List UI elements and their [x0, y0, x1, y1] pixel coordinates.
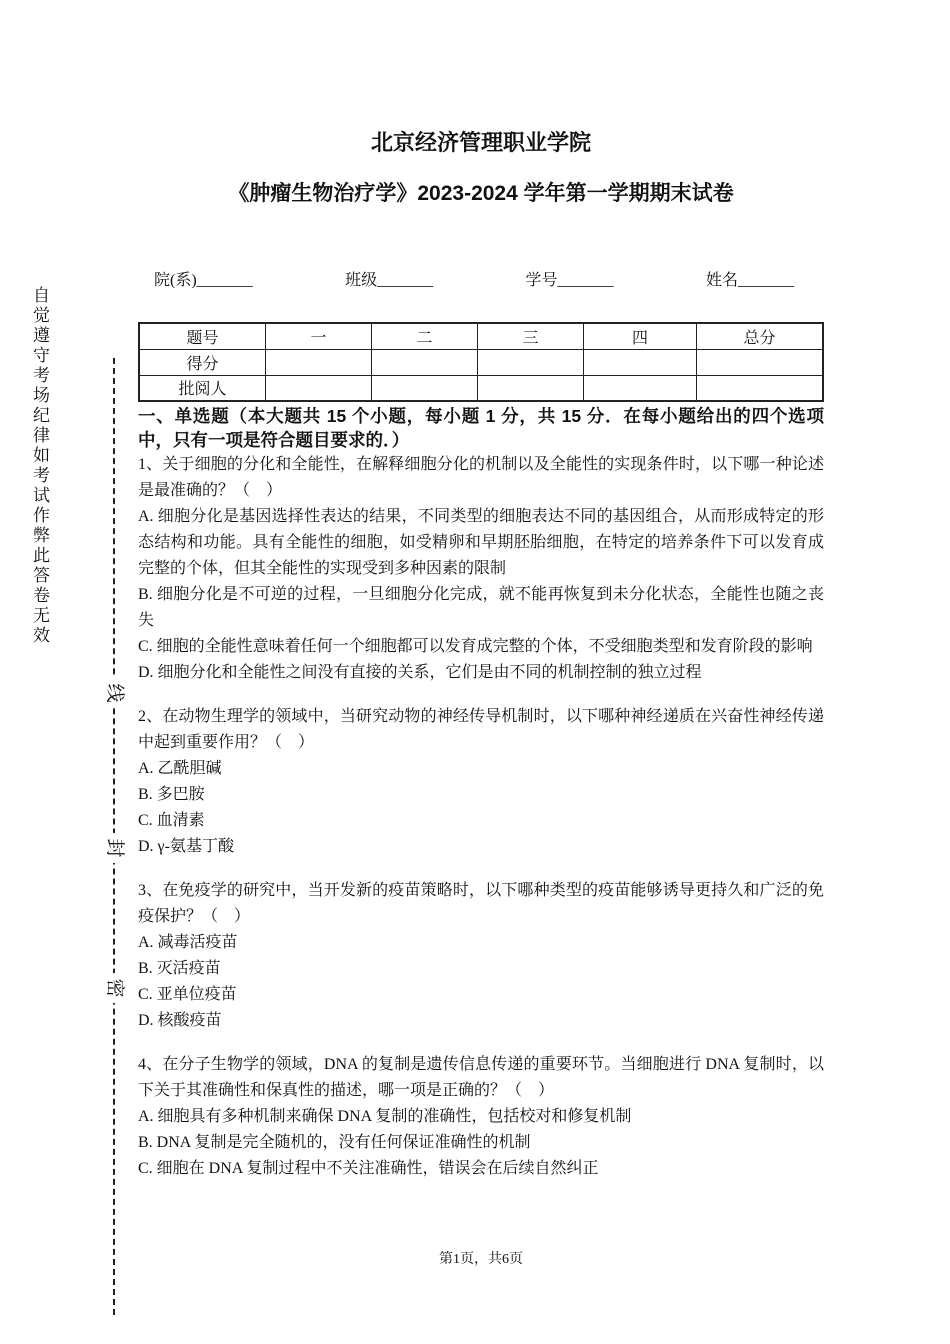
option-d: D. 细胞分化和全能性之间没有直接的关系，它们是由不同的机制控制的独立过程	[138, 664, 702, 681]
option-a: A. 减毒活疫苗	[138, 934, 238, 951]
exam-content	[138, 128, 824, 1182]
score-table-reviewer-row	[139, 375, 823, 401]
question-text: 4、在分子生物学的领域，DNA 的复制是遗传信息传递的重要环节。当细胞进行 DNA 复制时，以下关于其准确性和保真性的描述，哪一项是正确的？（ ）	[138, 1056, 824, 1099]
field-student-id	[526, 270, 614, 292]
score-table-cell	[478, 375, 584, 401]
section-heading: 一、单选题（本大题共 15 个小题，每小题 1 分，共 15 分．在每小题给出的四个选项中，只有一项是符合题目要求的．）	[138, 406, 824, 450]
score-table-cell	[696, 349, 823, 375]
option-a: A. 乙酰胆碱	[138, 760, 222, 777]
score-table-score-row	[139, 349, 823, 375]
score-table-cell	[584, 375, 697, 401]
question-2	[138, 704, 824, 860]
option-c: C. 亚单位疫苗	[138, 986, 237, 1003]
seal-char-feng: 封	[98, 833, 130, 863]
field-department-label: 院(系)	[154, 272, 197, 289]
seal-char-mi: 密	[98, 973, 130, 1003]
field-department	[154, 270, 253, 292]
question-4	[138, 1052, 824, 1182]
score-table-header-cell: 二	[372, 323, 478, 349]
score-table-cell	[584, 349, 697, 375]
student-info-row	[138, 270, 824, 292]
score-table-header-cell: 题号	[139, 323, 266, 349]
seal-char-xian: 线	[98, 678, 130, 708]
option-c: C. 细胞的全能性意味着任何一个细胞都可以发育成完整的个体，不受细胞类型和发育阶段的影响	[138, 638, 813, 655]
field-name-label: 姓名	[705, 272, 738, 289]
score-table	[138, 322, 824, 402]
option-b: B. 多巴胺	[138, 786, 205, 803]
field-name	[706, 270, 794, 292]
score-table-cell	[266, 349, 372, 375]
score-table-header-cell: 四	[584, 323, 697, 349]
option-d: D. 核酸疫苗	[138, 1012, 222, 1029]
question-1	[138, 452, 824, 686]
score-row-label: 得分	[139, 349, 266, 375]
score-table-cell	[266, 375, 372, 401]
option-a: A. 细胞分化是基因选择性表达的结果，不同类型的细胞表达不同的基因组合，从而形成特定的形态结构和功能。具有全能性的细胞，如受精卵和早期胚胎细胞，在特定的培养条件下可以发育成完整的个体，但其全能性的实现受到多种因素的限制	[138, 508, 824, 577]
score-table-header-cell: 一	[266, 323, 372, 349]
question-text: 1、关于细胞的分化和全能性，在解释细胞分化的机制以及全能性的实现条件时，以下哪一种论述是最准确的？（ ）	[138, 456, 824, 499]
field-class-blank: _______	[377, 272, 434, 289]
score-table-cell	[696, 375, 823, 401]
question-text: 3、在免疫学的研究中，当开发新的疫苗策略时，以下哪种类型的疫苗能够诱导更持久和广泛的免疫保护？（ ）	[138, 882, 824, 925]
field-class-label: 班级	[345, 272, 378, 289]
field-student-id-label: 学号	[525, 272, 558, 289]
score-table-header-cell: 总分	[696, 323, 823, 349]
field-class	[345, 270, 433, 292]
exam-title: 《肿瘤生物治疗学》2023-2024 学年第一学期期末试卷	[228, 182, 734, 205]
option-c: C. 细胞在 DNA 复制过程中不关注准确性，错误会在后续自然纠正	[138, 1160, 599, 1177]
option-b: B. 细胞分化是不可逆的过程，一旦细胞分化完成，就不能再恢复到未分化状态，全能性也随之丧失	[138, 586, 824, 629]
question-3	[138, 878, 824, 1034]
field-department-blank: _______	[196, 272, 253, 289]
option-b: B. 灭活疫苗	[138, 960, 221, 977]
option-b: B. DNA 复制是完全随机的，没有任何保证准确性的机制	[138, 1134, 531, 1151]
school-name: 北京经济管理职业学院	[370, 130, 591, 155]
score-table-cell	[478, 349, 584, 375]
page-number: 第1页，共6页	[439, 1252, 523, 1267]
reviewer-row-label: 批阅人	[139, 375, 266, 401]
option-c: C. 血清素	[138, 812, 205, 829]
field-student-id-blank: _______	[557, 272, 614, 289]
option-a: A. 细胞具有多种机制来确保 DNA 复制的准确性，包括校对和修复机制	[138, 1108, 632, 1125]
score-table-cell	[372, 375, 478, 401]
option-d: D. γ-氨基丁酸	[138, 838, 234, 855]
field-name-blank: _______	[737, 272, 794, 289]
exam-discipline-notice: 自觉遵守考场纪律如考试作弊此答卷无效	[30, 286, 49, 646]
score-table-header-cell: 三	[478, 323, 584, 349]
question-text: 2、在动物生理学的领域中，当研究动物的神经传导机制时，以下哪种神经递质在兴奋性神经传递中起到重要作用？（ ）	[138, 708, 824, 751]
score-table-cell	[372, 349, 478, 375]
score-table-header-row	[139, 323, 823, 349]
